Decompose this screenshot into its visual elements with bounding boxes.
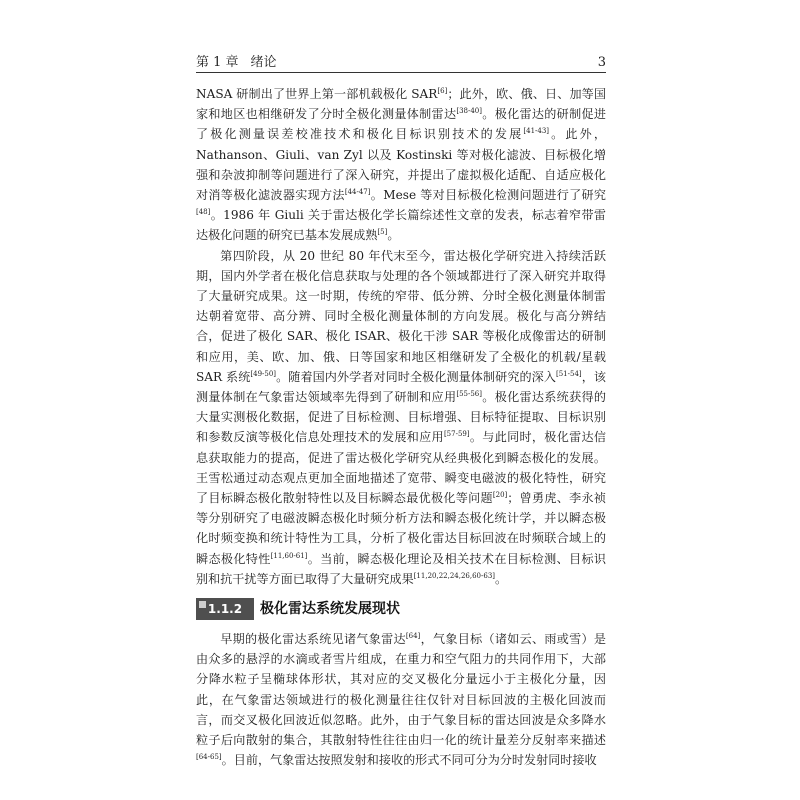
paragraph-text: 早期的极化雷达系统见诸气象雷达 [220,632,406,647]
citation-reference: [48] [196,208,211,217]
citation-reference: [5] [377,228,388,237]
paragraph-text: 。 [387,228,400,243]
citation-reference: [6] [437,87,448,95]
chapter-title: 绪论 [250,55,277,70]
paragraph-text: NASA 研制出了世界上第一部机载极化 SAR [196,87,438,101]
citation-reference: [49-50] [250,369,277,378]
citation-reference: [57-59] [443,430,470,439]
section-title: 极化雷达系统发展现状 [260,600,400,617]
section-heading [196,597,606,621]
paragraph-text: ，该测量体制在气象雷达领域率先得到了研制和应用 [196,369,606,405]
paragraph-text: 。1986 年 Giuli 关于雷达极化学长篇综述性文章的发表，标志着窄带雷达极化问题的研究已基本发展成熟 [196,208,606,243]
paragraph-text: ，气象目标（诸如云、雨或雪）是由众多的悬浮的水滴或者雪片组成，在重力和空气阻力的共同作用下，大部分降水粒子呈椭球体形状，其对应的交叉极化分量远小于主极化分量，因此，在气象雷达领域进行的极化测量往往仅针对目标回波的主极化回波而言，而交叉极化回波近似忽略。此外，由于气象目标的雷达回波是众多降水粒子后向散射的集合，其散射特性往往由归一化的统计量差分反射率来描述 [196,632,606,748]
citation-reference: [55-56] [456,390,482,399]
paragraph-1 [196,84,606,246]
paragraph-2 [196,246,606,589]
paragraph-text: 。与此同时，极化雷达信息获取能力的提高，促进了雷达极化学研究从经典极化到瞬态极化的发展。王雪松通过动态观点更加全面地描述了宽带、瞬变电磁波的极化特性，研究了目标瞬态极化散射特性以及目标瞬态最优极化等问题 [196,430,606,506]
citation-reference: [11,60-61] [270,551,308,560]
paragraph-text: ；曾勇虎、李永祯等分别研究了电磁波瞬态极化时频分析方法和瞬态极化统计学，并以瞬态极化时频变换和统计特性为工具，分析了极化雷达目标回波在时频联合域上的瞬态极化特性 [196,491,606,566]
page-number: 3 [597,55,606,70]
citation-reference: [44-47] [344,188,371,197]
paragraph-text: ；此外，欧、俄、日、加等国家和地区也相继研发了分时全极化测量体制雷达 [196,87,606,122]
paragraph-text: 。此外，Nathanson、Giuli、van Zyl 以及 Kostinski 等对极化滤波、目标极化增强和杂波抑制等问题进行了深入研究，并提出了虚拟极化适配、自适应极化对消等极化滤波器实现方法 [196,127,606,203]
paragraph-3 [196,629,606,770]
citation-reference: [41-43] [523,127,550,136]
citation-reference: [64] [405,632,421,641]
paragraph-text: 第四阶段，从 20 世纪 80 年代末至今，雷达极化学研究进入持续活跃期，国内外学者在极化信息获取与处理的各个领域都进行了深入研究并取得了大量研究成果。这一时期，传统的窄带、低分辨、分时全极化测量体制雷达朝着宽带、高分辨、同时全极化测量体制的方向发展。极化与高分辨结合，促进了极化 SAR、极化 ISAR、极化干涉 SAR 等极化成像雷达的研制和应用，美、欧、加、俄、日等国家和地区相继研发了全极化的机载/星载 SAR 系统 [196,248,606,384]
chapter-heading [196,54,289,72]
citation-reference: [11,20,22,24,26,60-63] [413,571,496,580]
paragraph-text: 。随着国内外学者对同时全极化测量体制研究的深入 [276,369,556,384]
citation-reference: [20] [492,491,508,500]
chapter-number: 第 1 章 [196,55,239,70]
paragraph-text: 。目前，气象雷达按照发射和接收的形式不同可分为分时发射同时接收 [221,753,597,768]
paragraph-text: 。Mese 等对目标极化检测问题进行了研究 [370,188,606,203]
citation-reference: [64-65] [196,753,222,762]
paragraph-text: 。极化雷达系统获得的大量实测极化数据，促进了目标检测、目标增强、目标特征提取、目标识别和参数反演等极化信息处理技术的发展和应用 [196,390,606,445]
citation-reference: [38-40] [456,107,482,116]
citation-reference: [51-54] [556,369,582,378]
running-header [196,50,606,73]
body-text [196,84,606,771]
paragraph-text: 。 [495,571,508,586]
paragraph-text: 。极化雷达的研制促进了极化测量误差校准技术和极化目标识别技术的发展 [196,107,606,142]
paragraph-text: 。当前，瞬态极化理论及相关技术在目标检测、目标识别和抗干扰等方面已取得了大量研究成果 [196,551,606,586]
section-number: 1.1.2 [196,598,254,620]
